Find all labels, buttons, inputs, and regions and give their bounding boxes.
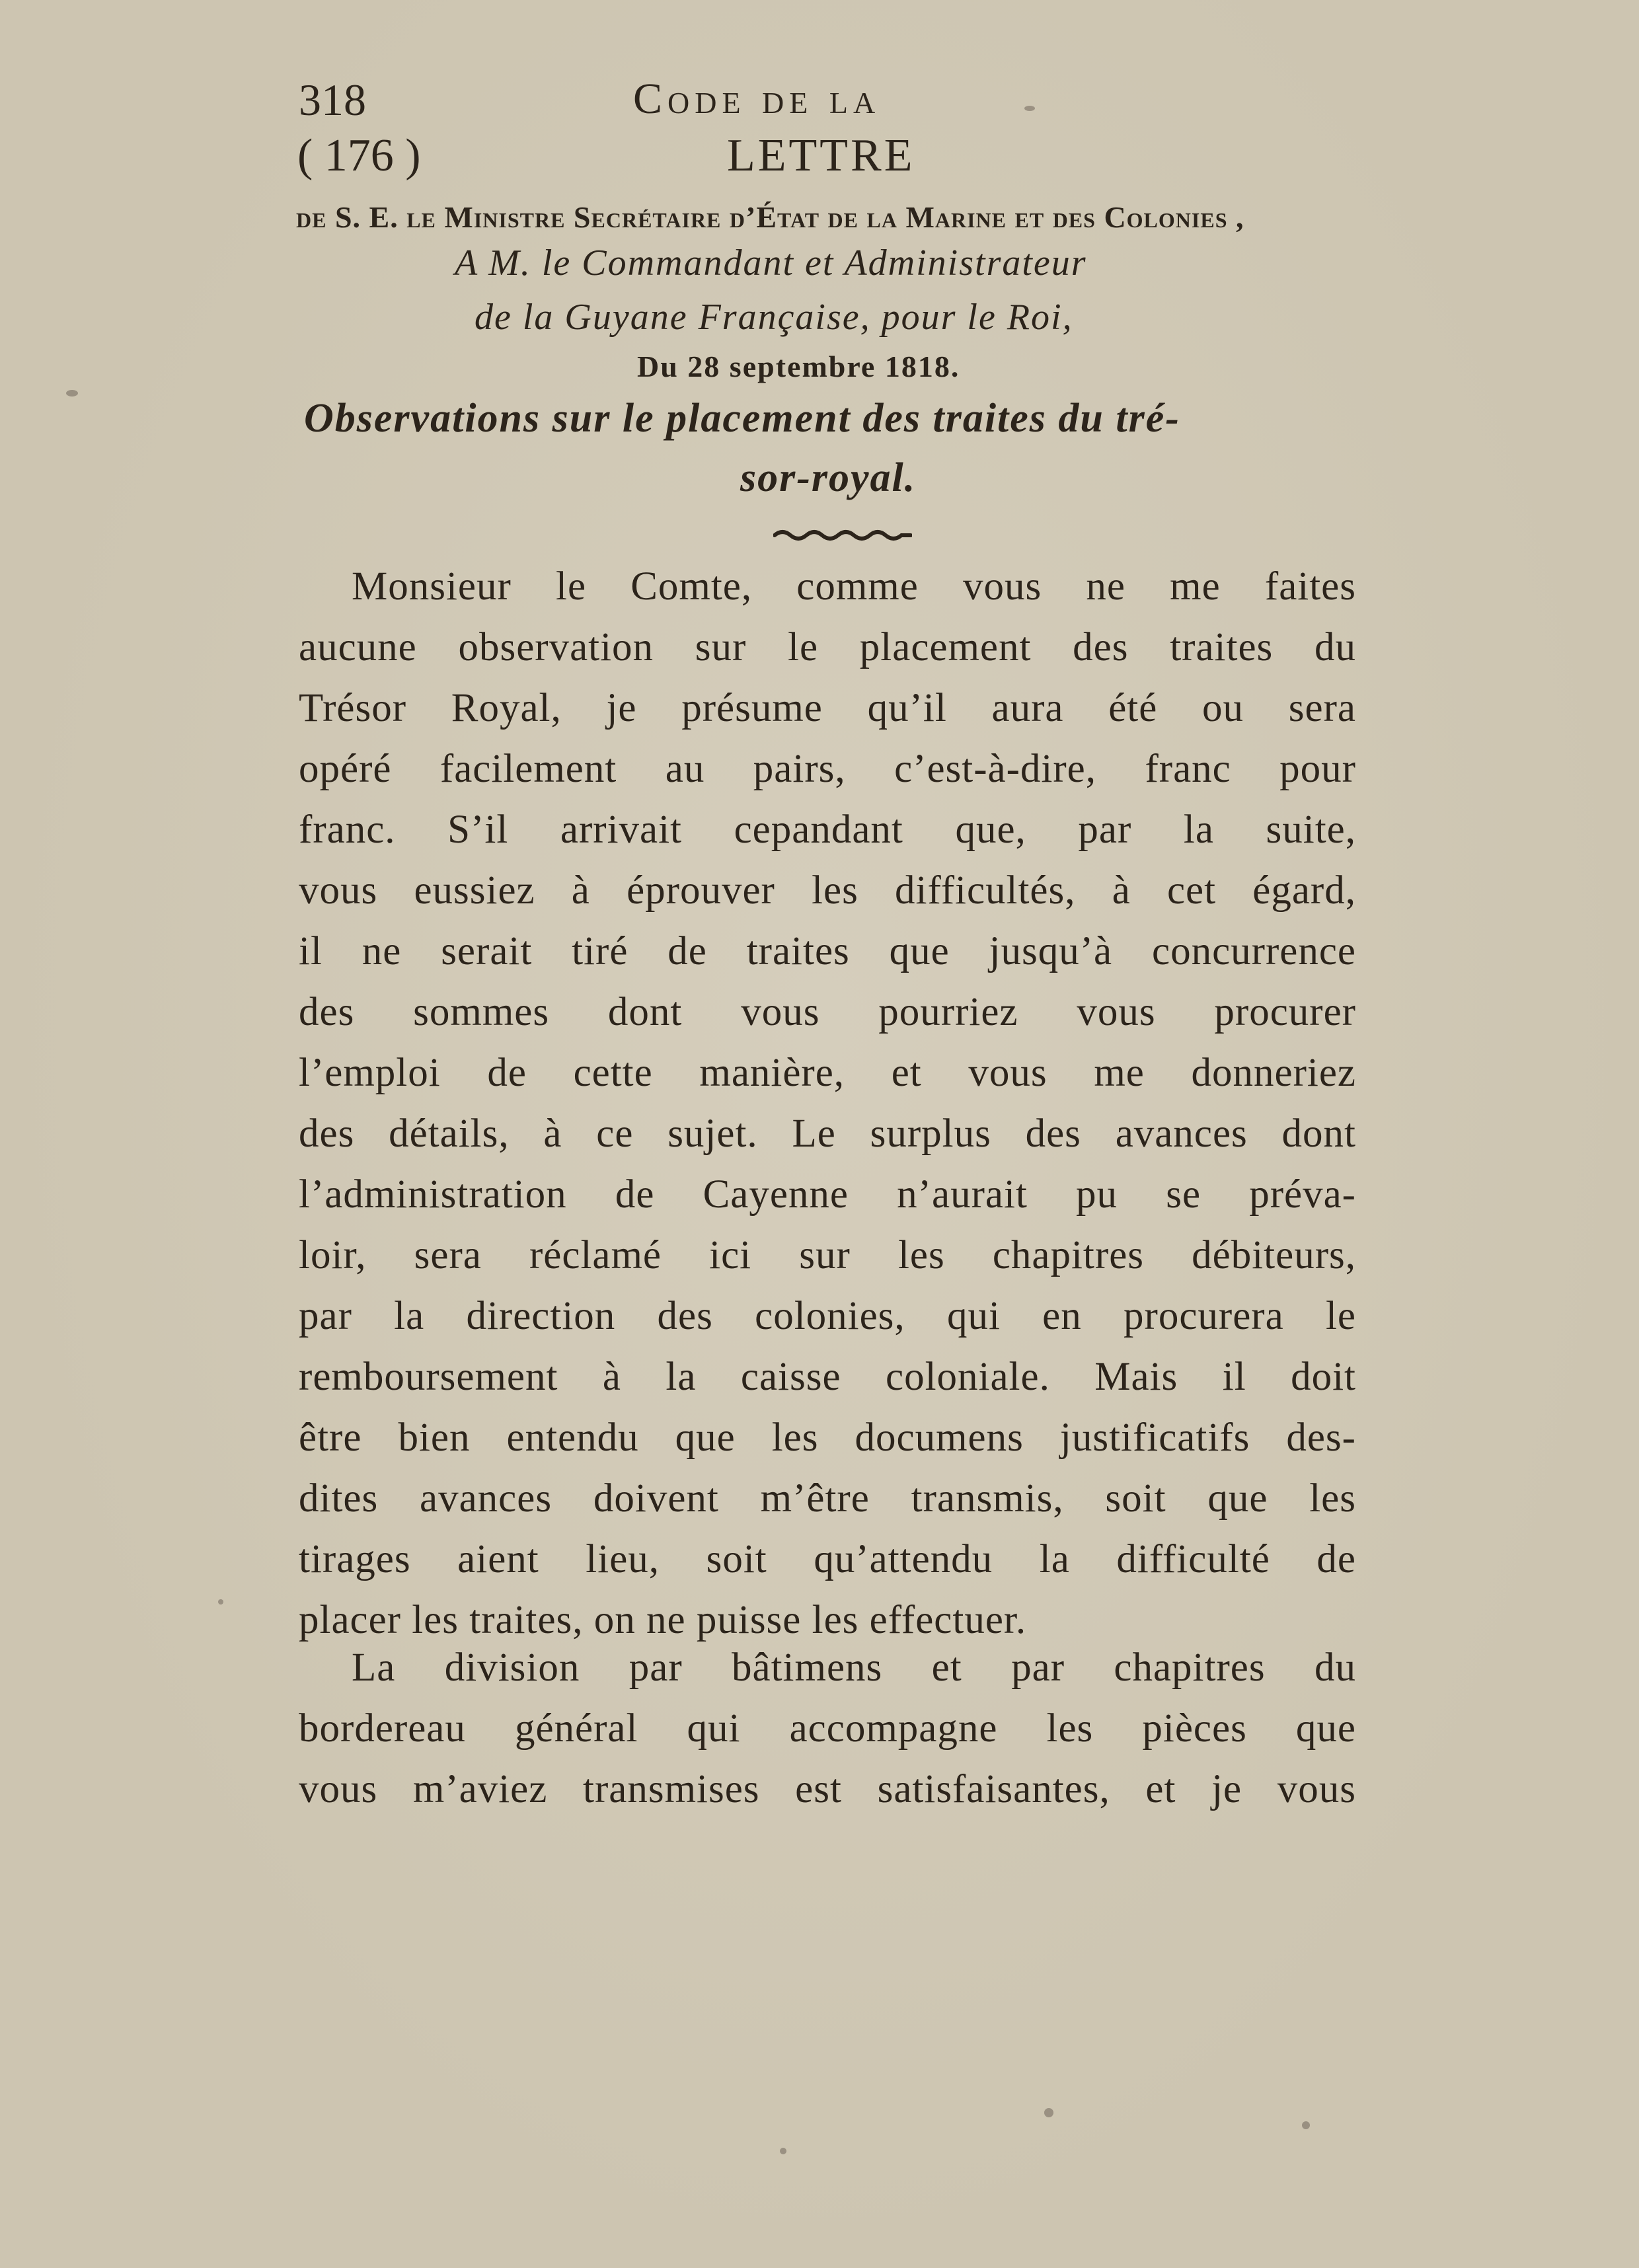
text-line: tirages aient lieu, soit qu’attendu la difficulté de (299, 1537, 1356, 1581)
text-line: vous m’aviez transmises est satisfaisantes, et je vous (299, 1767, 1356, 1811)
text-line: l’administration de Cayenne n’aurait pu se préva- (299, 1172, 1356, 1217)
page-number: 318 (299, 75, 366, 125)
original-page-number: ( 176 ) (297, 130, 421, 181)
text-line: par la direction des colonies, qui en procurera le (299, 1294, 1356, 1338)
text-line: aucune observation sur le placement des traites du (299, 625, 1356, 669)
text-line: il ne serait tiré de traites que jusqu’à concurrence (299, 929, 1356, 973)
subject-line-2: sor-royal. (740, 455, 917, 500)
recipient-line-2: de la Guyane Française, pour le Roi, (475, 297, 1073, 338)
text-line: bordereau général qui accompagne les pièces que (299, 1706, 1356, 1751)
text-line: placer les traites, on ne puisse les effectuer. (299, 1598, 1027, 1642)
text-line: remboursement à la caisse coloniale. Mais il doit (299, 1355, 1356, 1399)
text-line: La division par bâtimens et par chapitres du (352, 1645, 1356, 1690)
paragraph-1 (299, 556, 1356, 1651)
paragraph-2 (299, 1638, 1356, 1820)
text-line: dites avances doivent m’être transmis, soit que les (299, 1476, 1356, 1521)
subject-line-1: Observations sur le placement des traites du tré- (304, 396, 1180, 441)
sender-line: de S. E. le Ministre Secrétaire d’État de la Marine et des Colonies , (296, 200, 1244, 234)
text-line: franc. S’il arrivait cepandant que, par la suite, (299, 808, 1356, 852)
text-line: Trésor Royal, je présume qu’il aura été ou sera (299, 686, 1356, 730)
text-line: Monsieur le Comte, comme vous ne me faites (352, 564, 1356, 609)
text-line: être bien entendu que les documens justificatifs des- (299, 1416, 1356, 1460)
text-line: des sommes dont vous pourriez vous procurer (299, 990, 1356, 1034)
running-title (633, 74, 880, 124)
text-line: vous eussiez à éprouver les difficultés, à cet égard, (299, 868, 1356, 913)
recipient-line-1: A M. le Commandant et Administrateur (455, 243, 1087, 284)
date-line: Du 28 septembre 1818. (637, 350, 960, 383)
ornament-divider (773, 527, 912, 543)
text-line: loir, sera réclamé ici sur les chapitres débiteurs, (299, 1233, 1356, 1277)
text-line: opéré facilement au pairs, c’est-à-dire, franc pour (299, 747, 1356, 791)
text-line: l’emploi de cette manière, et vous me donneriez (299, 1051, 1356, 1095)
letter-title: LETTRE (727, 130, 915, 181)
running-title-text: Code de la (633, 75, 881, 123)
text-line: des détails, à ce sujet. Le surplus des avances dont (299, 1112, 1356, 1156)
